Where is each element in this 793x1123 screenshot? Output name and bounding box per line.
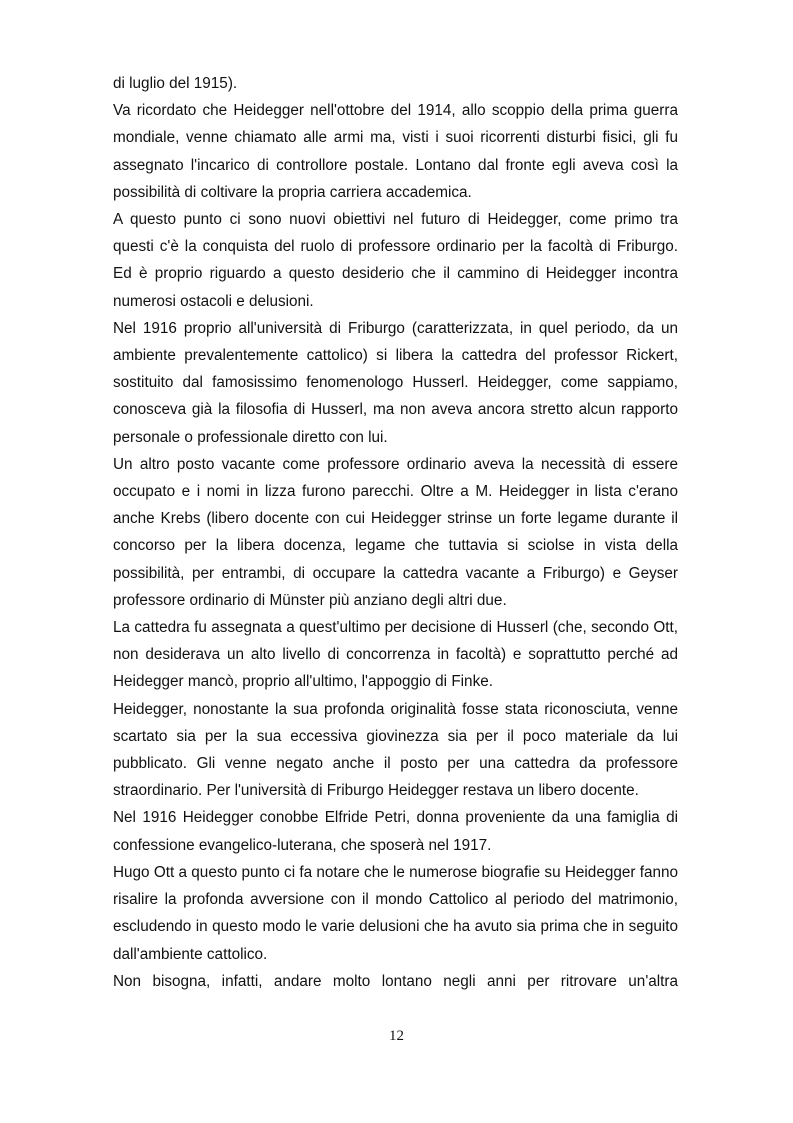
paragraph: Heidegger, nonostante la sua profonda originalità fosse stata riconosciuta, venne scartato sia per la sua eccessiva giovinezza sia per il poco materiale da lui pubblicato. Gli venne negato anche il posto per una cattedra da professore straordinario. Per l'università di Friburgo Heidegger restava un libero docente. bbox=[113, 700, 678, 800]
body-text bbox=[113, 70, 678, 995]
paragraph: Hugo Ott a questo punto ci fa notare che le numerose biografie su Heidegger fanno risalire la profonda avversione con il mondo Cattolico al periodo del matrimonio, escludendo in questo modo le varie delusioni che ha avuto sia prima che in seguito dall'ambiente cattolico. bbox=[113, 863, 678, 963]
page-number: 12 bbox=[389, 1028, 404, 1044]
paragraph: Va ricordato che Heidegger nell'ottobre del 1914, allo scoppio della prima guerra mondiale, venne chiamato alle armi ma, visti i suoi ricorrenti disturbi fisici, gli fu assegnato l'incarico di controllore postale. Lontano dal fronte egli aveva così la possibilità di coltivare la propria carriera accademica. bbox=[113, 102, 678, 201]
paragraph: A questo punto ci sono nuovi obiettivi nel futuro di Heidegger, come primo tra questi c'è la conquista del ruolo di professore ordinario per la facoltà di Friburgo. Ed è proprio riguardo a questo desiderio che il cammino di Heidegger incontra numerosi ostacoli e delusioni. bbox=[113, 211, 678, 310]
paragraph: Nel 1916 Heidegger conobbe Elfride Petri, donna proveniente da una famiglia di confessione evangelico-luterana, che sposerà nel 1917. bbox=[113, 809, 678, 854]
paragraph: di luglio del 1915). bbox=[113, 75, 238, 92]
paragraph: La cattedra fu assegnata a quest'ultimo per decisione di Husserl (che, secondo Ott, non desiderava un alto livello di concorrenza in facoltà) e soprattutto perché ad Heidegger mancò, proprio all'ultimo, l'appoggio di Finke. bbox=[113, 619, 678, 691]
paragraph: Un altro posto vacante come professore ordinario aveva la necessità di essere occupato e i nomi in lizza furono parecchi. Oltre a M. Heidegger in lista c'erano anche Krebs (libero docente con cui Heidegger strinse un forte legame durante il concorso per la libera docenza, legame che tuttavia si sciolse in vista della possibilità, per entrambi, di occupare la cattedra vacante a Friburgo) e Geyser professore ordinario di Münster più anziano degli altri due. bbox=[113, 455, 678, 609]
paragraph: Nel 1916 proprio all'università di Friburgo (caratterizzata, in quel periodo, da un ambiente prevalentemente cattolico) si libera la cattedra del professor Rickert, sostituito dal famosissimo fenomenologo Husserl. Heidegger, come sappiamo, conosceva già la filosofia di Husserl, ma non aveva ancora stretto alcun rapporto personale o professionale diretto con lui. bbox=[113, 319, 678, 446]
paragraph-last-line: Non bisogna, infatti, andare molto lontano negli anni per ritrovare un'altra bbox=[113, 972, 678, 990]
